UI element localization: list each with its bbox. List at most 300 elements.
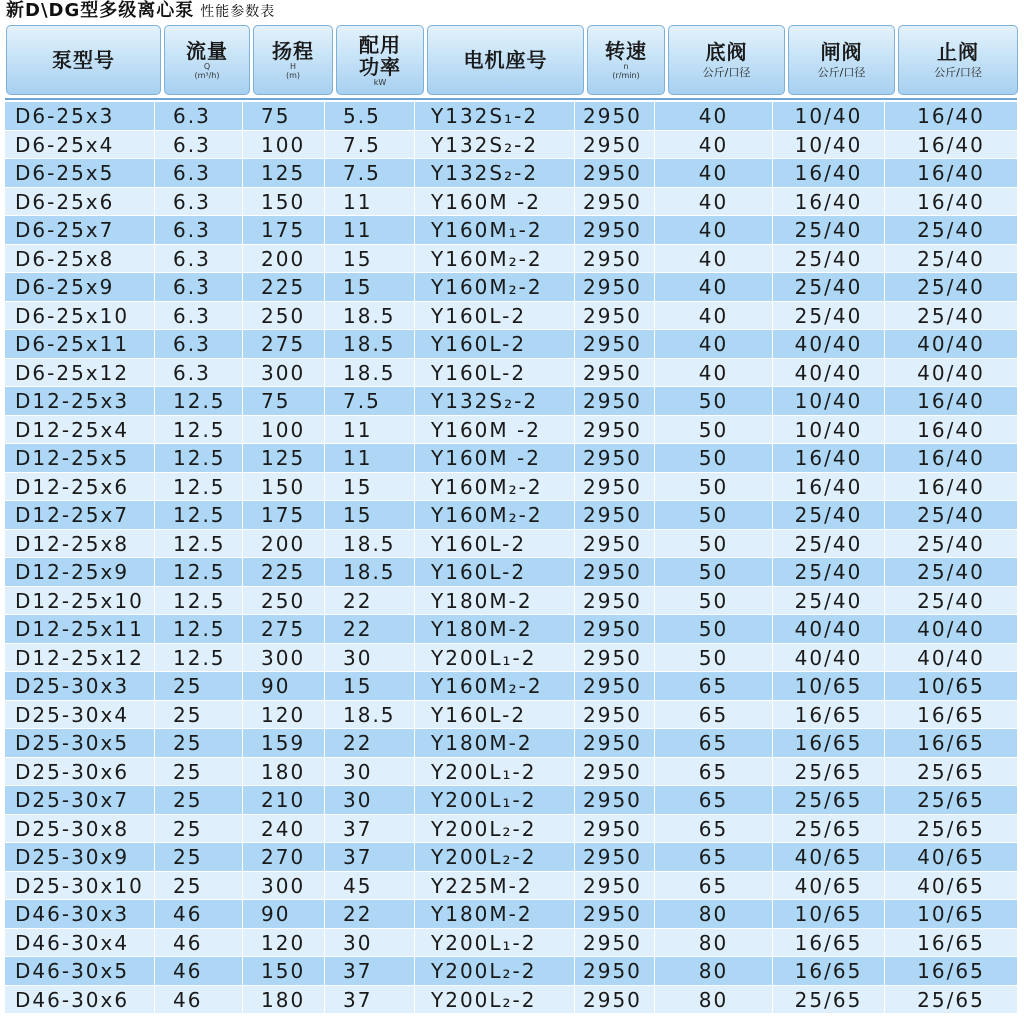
table-cell: 25/40 [773,245,885,273]
table-cell: 15 [325,273,415,301]
table-cell: 2950 [575,530,655,558]
table-cell: Y160M₂-2 [415,501,575,529]
table-cell: 50 [655,416,773,444]
table-cell: Y200L₁-2 [415,644,575,672]
table-row [5,929,1017,958]
table-cell: 16/40 [917,446,985,470]
table-cell: 2950 [575,758,655,786]
table-row [5,701,1017,730]
table-cell: 65 [655,701,773,729]
table-cell: 50 [655,444,773,472]
table-cell: 50 [655,530,773,558]
table-cell: Y160M -2 [415,416,575,444]
table-cell: 11 [325,188,415,216]
table-cell: 150 [243,473,325,501]
table-cell: 2950 [575,929,655,957]
table-cell: 18.5 [325,330,415,358]
table-cell: Y225M-2 [415,872,575,900]
table-row [5,159,1017,188]
table-cell: 2950 [575,587,655,615]
table-row [5,273,1017,302]
table-cell: Y200L₂-2 [415,815,575,843]
table-cell: 7.5 [325,159,415,187]
table-cell: Y160L-2 [415,330,575,358]
table-cell: 270 [243,843,325,871]
table-cell: 2950 [575,729,655,757]
header-head [253,25,333,95]
header-label: 止阀 [937,40,979,64]
table-cell: 90 [243,900,325,928]
table-cell: Y160M -2 [415,188,575,216]
table-cell: 16/40 [917,189,985,214]
table-cell: 65 [655,872,773,900]
table-cell: D25-30x9 [5,843,155,871]
table-cell: Y200L₂-2 [415,957,575,985]
header-divider [5,98,1017,100]
table-cell: 275 [243,330,325,358]
table-cell: 25/40 [917,246,985,271]
table-cell: 2950 [575,815,655,843]
table-cell: 12.5 [155,530,243,558]
title-main: 新D\DG型多级离心泵 [6,0,195,21]
page-title [6,0,275,22]
table-cell: 65 [655,729,773,757]
table-cell: 6.3 [155,359,243,387]
table-cell: 12.5 [155,587,243,615]
table-cell: 16/65 [773,729,885,757]
table-cell: 2950 [575,330,655,358]
table-row [5,843,1017,872]
table-cell: 46 [155,900,243,928]
table-cell: 16/40 [917,161,985,185]
table-cell: 12.5 [155,387,243,415]
table-cell: 50 [655,473,773,501]
table-cell: 18.5 [325,302,415,330]
table-cell: 65 [655,843,773,871]
table-row [5,530,1017,559]
table-cell: 16/40 [773,473,885,501]
table-cell: 80 [655,986,773,1014]
table-cell: 46 [155,957,243,985]
table-cell: 10/65 [773,672,885,700]
header-unit: 公斤/口径 [702,66,751,79]
table-cell: 6.3 [155,131,243,159]
table-cell: 10/40 [773,387,885,415]
table-cell: D25-30x4 [5,701,155,729]
table-cell: 2950 [575,786,655,814]
table-cell: 12.5 [155,501,243,529]
table-cell: 40/40 [917,645,985,670]
table-row [5,473,1017,502]
header-symbol: n [623,62,629,71]
table-cell: 225 [243,558,325,586]
table-cell: 210 [243,786,325,814]
header-motor-frame [427,25,584,95]
table-cell: 40 [655,302,773,330]
table-cell: 6.3 [155,245,243,273]
table-cell: 2950 [575,245,655,273]
table-cell: 40/65 [917,845,985,869]
table-cell: D6-25x3 [5,102,155,130]
header-label: 电机座号 [463,48,548,72]
table-cell: 16/40 [917,389,985,413]
table-cell: Y160L-2 [415,558,575,586]
parameter-table [5,102,1017,1014]
table-cell: 225 [243,273,325,301]
header-label: 转速 [605,39,647,63]
table-cell: 2950 [575,872,655,900]
table-cell: 25 [155,815,243,843]
table-cell: 12.5 [155,473,243,501]
table-cell: 2950 [575,615,655,643]
table-cell: 37 [325,957,415,985]
table-cell: 2950 [575,216,655,244]
table-row [5,615,1017,644]
table-cell: 25/65 [917,759,985,784]
table-row [5,416,1017,445]
table-cell: 200 [243,245,325,273]
table-cell: D25-30x10 [5,872,155,900]
table-cell: 2950 [575,387,655,415]
table-cell: 40 [655,245,773,273]
table-cell: Y160M₂-2 [415,245,575,273]
table-cell: 46 [155,929,243,957]
table-cell: D12-25x9 [5,558,155,586]
table-cell: 25/40 [773,501,885,529]
table-cell: 25/65 [917,816,985,841]
table-cell: 80 [655,957,773,985]
table-cell: 2950 [575,416,655,444]
table-cell: 300 [243,359,325,387]
table-cell: 180 [243,986,325,1014]
table-cell: 6.3 [155,216,243,244]
header-check-valve [898,25,1018,95]
table-cell: 10/40 [773,102,885,130]
table-cell: 40 [655,188,773,216]
table-cell: 12.5 [155,444,243,472]
table-cell: 16/65 [917,930,985,955]
table-cell: 75 [243,387,325,415]
table-cell: 125 [243,444,325,472]
table-cell: 150 [243,957,325,985]
table-cell: 2950 [575,302,655,330]
table-cell: 2950 [575,159,655,187]
table-cell: 16/40 [917,474,985,499]
table-cell: D25-30x8 [5,815,155,843]
table-cell: 40 [655,216,773,244]
table-row [5,558,1017,587]
table-cell: Y160M₁-2 [415,216,575,244]
table-cell: 250 [243,587,325,615]
table-cell: 10/65 [917,902,985,926]
table-cell: Y180M-2 [415,615,575,643]
header-label: 泵型号 [52,48,115,72]
table-cell: 25/40 [917,588,985,613]
table-cell: D12-25x12 [5,644,155,672]
table-cell: 25 [155,872,243,900]
table-cell: 25/40 [773,302,885,330]
table-cell: 45 [325,872,415,900]
header-unit: kW [373,77,387,87]
table-cell: D12-25x4 [5,416,155,444]
table-cell: 25/40 [773,558,885,586]
table-cell: 18.5 [325,530,415,558]
table-cell: 11 [325,216,415,244]
table-row [5,986,1017,1015]
table-cell: 37 [325,986,415,1014]
header-label: 闸阀 [820,40,863,64]
table-cell: 40/40 [773,330,885,358]
table-cell: 25/40 [917,503,985,527]
header-unit: (m³/h) [194,71,220,80]
table-cell: 50 [655,558,773,586]
table-cell: 40 [655,330,773,358]
table-row [5,330,1017,359]
table-cell: 2950 [575,188,655,216]
table-cell: 2950 [575,701,655,729]
table-cell: 2950 [575,558,655,586]
table-cell: 40 [655,359,773,387]
table-cell: 46 [155,986,243,1014]
table-cell: 16/40 [917,417,985,442]
table-row [5,387,1017,416]
table-cell: 6.3 [155,188,243,216]
table-cell: 80 [655,929,773,957]
table-cell: Y132S₂-2 [415,131,575,159]
table-row [5,245,1017,274]
table-cell: 40/65 [773,872,885,900]
table-row [5,786,1017,815]
table-cell: 2950 [575,273,655,301]
table-cell: 300 [243,872,325,900]
table-cell: 40/40 [917,617,985,641]
table-cell: D6-25x11 [5,330,155,358]
table-cell: 5.5 [325,102,415,130]
table-cell: 11 [325,444,415,472]
table-cell: Y180M-2 [415,900,575,928]
table-cell: D6-25x5 [5,159,155,187]
table-cell: 2950 [575,843,655,871]
table-cell: Y200L₁-2 [415,758,575,786]
table-row [5,302,1017,331]
table-cell: 11 [325,416,415,444]
table-cell: 40/65 [773,843,885,871]
table-cell: D6-25x8 [5,245,155,273]
table-cell: 50 [655,615,773,643]
table-cell: D6-25x7 [5,216,155,244]
table-cell: 25 [155,701,243,729]
table-cell: 16/65 [917,702,985,727]
table-row [5,216,1017,245]
table-cell: 65 [655,786,773,814]
table-cell: 25/40 [917,531,985,556]
header-unit: (r/min) [612,71,640,80]
table-cell: 40/40 [917,332,985,356]
table-cell: 16/65 [917,959,985,983]
table-cell: Y132S₂-2 [415,387,575,415]
table-cell: 180 [243,758,325,786]
table-cell: 18.5 [325,558,415,586]
table-cell: 100 [243,416,325,444]
header-unit: 公斤/口径 [817,66,866,79]
table-cell: D12-25x3 [5,387,155,415]
table-cell: 25/65 [917,788,985,812]
table-row [5,729,1017,758]
table-cell: 16/65 [773,957,885,985]
table-row [5,815,1017,844]
table-cell: 10/65 [917,674,985,698]
table-cell: D46-30x3 [5,900,155,928]
table-cell: 15 [325,245,415,273]
table-cell: 6.3 [155,273,243,301]
table-cell: 25 [155,758,243,786]
table-cell: Y160M₂-2 [415,672,575,700]
table-cell: 2950 [575,131,655,159]
table-cell: 22 [325,587,415,615]
table-cell: 40/40 [917,360,985,385]
header-symbol: Q [203,62,211,71]
table-cell: D25-30x5 [5,729,155,757]
table-cell: 16/40 [917,132,985,157]
table-cell: Y200L₂-2 [415,986,575,1014]
table-cell: D46-30x4 [5,929,155,957]
table-cell: 25/40 [773,216,885,244]
table-cell: 12.5 [155,558,243,586]
table-cell: 120 [243,929,325,957]
table-cell: 10/40 [773,131,885,159]
table-cell: 40/65 [917,873,985,898]
table-cell: Y200L₁-2 [415,786,575,814]
table-cell: 25 [155,786,243,814]
table-cell: D12-25x5 [5,444,155,472]
table-row [5,102,1017,131]
table-cell: 16/40 [917,104,985,128]
table-cell: Y160L-2 [415,359,575,387]
header-label: 底阀 [705,40,748,64]
table-cell: D25-30x7 [5,786,155,814]
table-cell: 16/65 [917,731,985,755]
table-cell: Y160M₂-2 [415,473,575,501]
table-cell: 175 [243,216,325,244]
table-cell: 18.5 [325,701,415,729]
header-label: 配用 功率 [359,32,401,79]
table-cell: 25/40 [917,303,985,328]
table-row [5,444,1017,473]
table-cell: 6.3 [155,330,243,358]
header-label: 扬程 [272,39,314,63]
table-cell: 7.5 [325,387,415,415]
table-row [5,587,1017,616]
table-cell: 40/40 [773,359,885,387]
table-cell: 2950 [575,644,655,672]
table-cell: 40 [655,159,773,187]
table-cell: 30 [325,644,415,672]
table-cell: Y200L₂-2 [415,843,575,871]
table-cell: 2950 [575,102,655,130]
table-cell: 2950 [575,359,655,387]
table-cell: D6-25x6 [5,188,155,216]
table-cell: 175 [243,501,325,529]
header-unit: 公斤/口径 [934,66,982,79]
table-row [5,957,1017,986]
table-cell: 25/40 [917,560,985,584]
table-cell: 100 [243,131,325,159]
table-cell: 25 [155,729,243,757]
header-foot-valve [668,25,785,95]
table-cell: 65 [655,758,773,786]
table-row [5,900,1017,929]
table-cell: 10/40 [773,416,885,444]
table-cell: D12-25x8 [5,530,155,558]
table-cell: 25/65 [773,786,885,814]
table-cell: 16/40 [773,188,885,216]
table-cell: D6-25x10 [5,302,155,330]
table-cell: 150 [243,188,325,216]
header-gate-valve [788,25,895,95]
table-cell: 250 [243,302,325,330]
table-cell: 22 [325,615,415,643]
table-cell: 25/65 [917,987,985,1012]
table-cell: 6.3 [155,302,243,330]
table-row [5,188,1017,217]
table-cell: 30 [325,929,415,957]
table-row [5,758,1017,787]
table-cell: D12-25x6 [5,473,155,501]
table-cell: Y160L-2 [415,701,575,729]
table-cell: Y132S₁-2 [415,102,575,130]
table-cell: 2950 [575,986,655,1014]
table-header [0,25,1024,97]
table-cell: 25 [155,843,243,871]
header-unit: (m) [285,71,301,80]
table-cell: 22 [325,900,415,928]
table-cell: 50 [655,387,773,415]
table-cell: D46-30x5 [5,957,155,985]
title-sub: 性能参数表 [200,4,276,20]
table-cell: D12-25x10 [5,587,155,615]
table-cell: 300 [243,644,325,672]
table-cell: Y160L-2 [415,530,575,558]
table-row [5,672,1017,701]
table-cell: 120 [243,701,325,729]
table-cell: D25-30x6 [5,758,155,786]
table-cell: 125 [243,159,325,187]
table-cell: 25 [155,672,243,700]
table-cell: 37 [325,815,415,843]
table-cell: 16/65 [773,701,885,729]
table-cell: 16/40 [773,444,885,472]
header-pump-model [6,25,161,95]
table-cell: 40 [655,102,773,130]
table-cell: 30 [325,758,415,786]
table-cell: D6-25x4 [5,131,155,159]
table-cell: D12-25x11 [5,615,155,643]
table-cell: 25/40 [773,530,885,558]
table-cell: 2950 [575,444,655,472]
table-row [5,501,1017,530]
table-cell: 2950 [575,501,655,529]
table-cell: Y160M -2 [415,444,575,472]
table-cell: 90 [243,672,325,700]
table-cell: Y160L-2 [415,302,575,330]
table-cell: Y180M-2 [415,729,575,757]
table-cell: 50 [655,501,773,529]
table-cell: 50 [655,587,773,615]
table-cell: 37 [325,843,415,871]
table-cell: Y160M₂-2 [415,273,575,301]
header-label: 流量 [186,39,228,63]
table-cell: 22 [325,729,415,757]
